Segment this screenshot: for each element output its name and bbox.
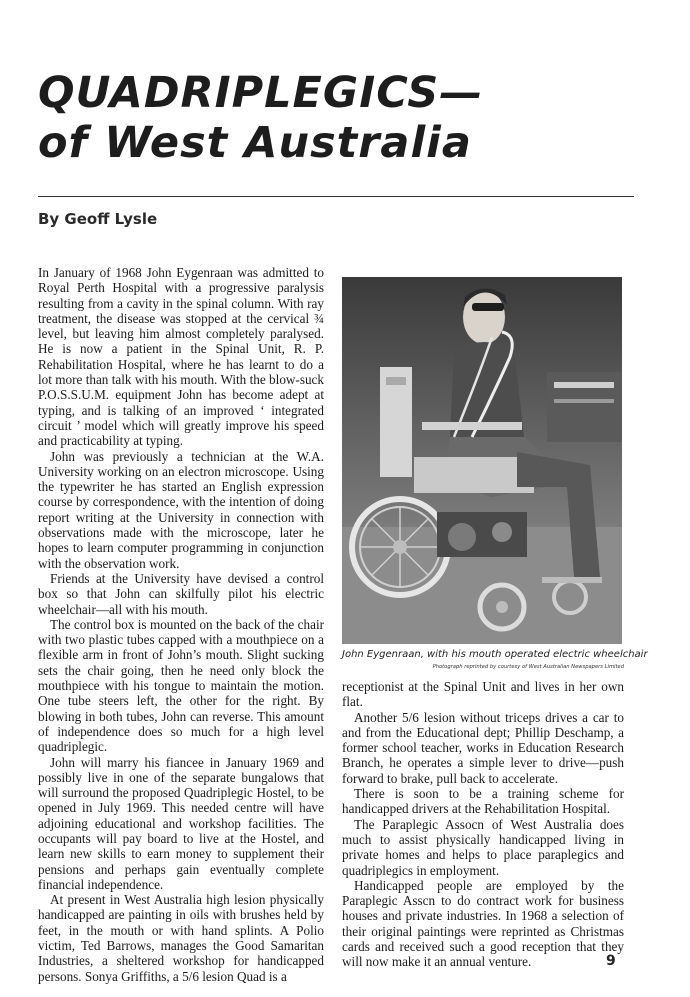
byline: By Geoff Lysle bbox=[38, 210, 158, 228]
paragraph: There is soon to be a training scheme for handicapped drivers at the Rehabilitation Hospital. bbox=[342, 786, 624, 817]
paragraph: Handicapped people are employed by the Paraplegic Asscn to do contract work for business houses and private industries. In 1968 a selection of their original paintings were reprinted as Christmas cards and received such a good reception that they will now make it an annual venture. bbox=[342, 877, 624, 970]
article-title bbox=[38, 68, 658, 168]
paragraph: John will marry his fiancee in January 1969 and possibly live in one of the separate bungalows that will surround the proposed Quadriplegic Hostel, to be opened in July 1969. This needed centre will have adjoining educational and workshop facilities. The occupants will pay board to live at the Hostel, and learn new skills to earn money to supplement their pensions and perhaps gain eventually complete financial independence. bbox=[38, 754, 324, 892]
paragraph: In January of 1968 John Eygenraan was admitted to Royal Perth Hospital with a progressive paralysis resulting from a cavity in the spinal column. With ray treatment, the disease was stopped at the cervical ¾ level, but leaving him almost completely paralysed. He is now a patient in the Spinal Unit, R. P. Rehabilitation Hospital, where he has learnt to do a lot more than talk with his mouth. With the blow-suck P.O.S.S.U.M. equipment John has become adept at typing, and is talking of an improved ‘ integrated circuit ’ model which will greatly improve his speed and practicability at typing. bbox=[38, 265, 324, 449]
title-divider bbox=[38, 196, 634, 197]
wheelchair-photo bbox=[342, 277, 622, 644]
paragraph: The Paraplegic Assocn of West Australia does much to assist physically handicapped living in private homes and helps to place paraplegics and quadriplegics in employment. bbox=[342, 816, 624, 878]
title-line-2: of West Australia bbox=[38, 118, 472, 168]
paragraph: Another 5/6 lesion without triceps drives a car to and from the Educational dept; Phillip Deschamp, a former school teacher, works in Education Research Branch, he operates a simple lever to drive—push forward to brake, pull back to accelerate. bbox=[342, 709, 624, 786]
photo-caption: John Eygenraan, with his mouth operated electric wheelchair bbox=[342, 649, 648, 660]
title-line-1: QUADRIPLEGICS— bbox=[38, 68, 484, 118]
right-column bbox=[342, 679, 624, 970]
paragraph: receptionist at the Spinal Unit and lives in her own flat. bbox=[342, 679, 624, 710]
paragraph: Friends at the University have devised a control box so that John can skilfully pilot his electric wheelchair—all with his mouth. bbox=[38, 570, 324, 617]
photo-credit: Photograph reprinted by courtesy of West Australian Newspapers Limited bbox=[432, 664, 624, 670]
page-number: 9 bbox=[606, 953, 616, 969]
paragraph: John was previously a technician at the W.A. University working on an electron microscope. Using the typewriter he has started an English expression course by correspondence, with the intention of doing report writing at the University in connection with observations made with the microscope, later he hopes to learn computer programming in conjunction with the observation work. bbox=[38, 448, 324, 571]
left-column bbox=[38, 265, 324, 984]
paragraph: At present in West Australia high lesion physically handicapped are painting in oils with brushes held by feet, in the mouth or with hand splints. A Polio victim, Ted Barrows, manages the Good Samaritan Industries, a sheltered workshop for handicapped persons. Sonya Griffiths, a 5/6 lesion Quad is a bbox=[38, 892, 324, 984]
paragraph: The control box is mounted on the back of the chair with two plastic tubes capped with a mouthpiece on a flexible arm in front of John’s mouth. Slight sucking sets the chair going, then he need only block the mouthpiece with his tongue to maintain the motion. One tube steers left, the other for the right. By blowing in both tubes, John can reverse. This amount of independence does so much for a high level quadriplegic. bbox=[38, 616, 324, 755]
